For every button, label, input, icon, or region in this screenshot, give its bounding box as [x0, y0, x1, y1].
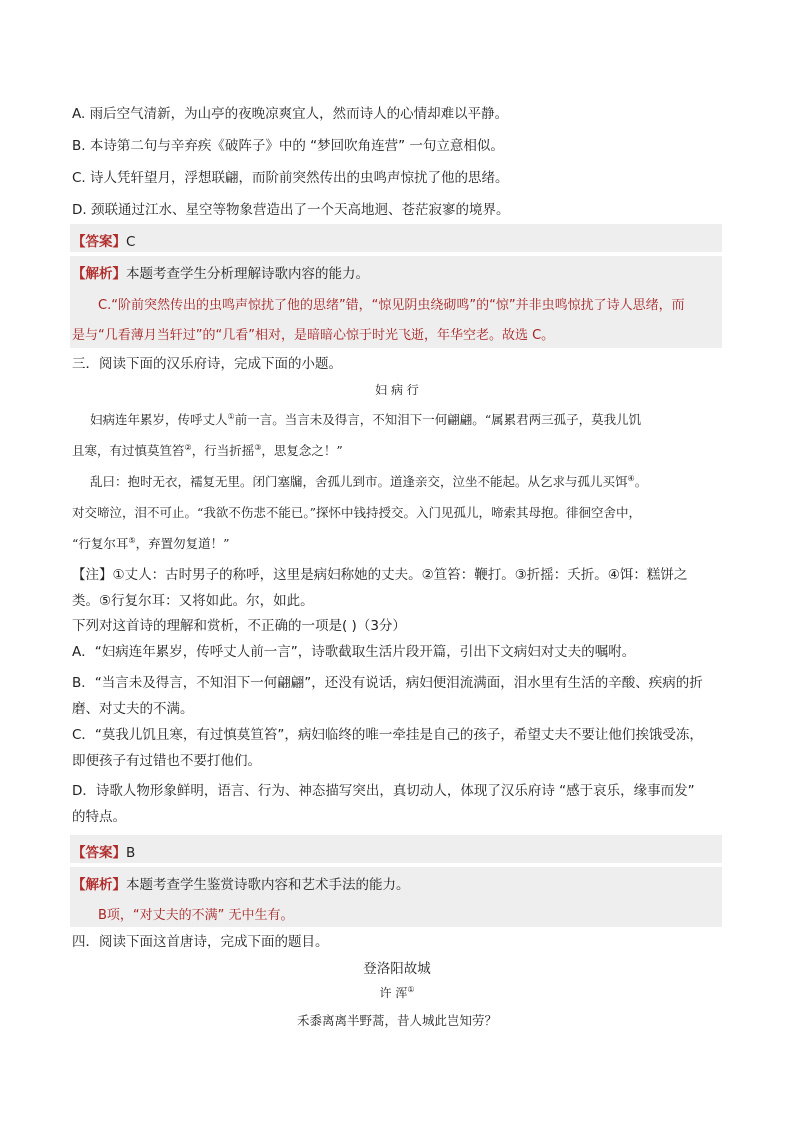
poem-title: 妇 病 行 — [375, 383, 419, 397]
q-option-b-2: 磨、对丈夫的不满。 — [72, 701, 194, 717]
q-option-c-2: 即便孩子有过错也不要打他们。 — [72, 753, 261, 769]
answer-block — [70, 224, 722, 252]
analysis-block — [70, 256, 722, 348]
answer-block-2 — [70, 835, 722, 863]
answer-value-2: B — [126, 845, 136, 861]
analysis-tag: 【解析】 — [72, 266, 126, 282]
poem-line-4: 对交啼泣，泪不可止。“我欲不伤悲不能已。”探怀中钱持授交。入门见孤儿，啼索其母抱。徘徊空舍中， — [72, 505, 642, 520]
poem-line-1: 妇病连年累岁，传呼丈人①前一言。当言未及得言，不知泪下一何翩翩。“属累君两三孤子，莫我儿饥 — [90, 411, 642, 427]
q-option-d-2: 的特点。 — [72, 809, 126, 825]
analysis-text: 本题考查学生分析理解诗歌内容的能力。 — [126, 266, 369, 282]
option-b: B. 本诗第二句与辛弃疾《破阵子》中的 “梦回吹角连营” 一句立意相似。 — [72, 138, 504, 154]
analysis-text-2: 本题考查学生鉴赏诗歌内容和艺术手法的能力。 — [126, 877, 410, 893]
option-d: D. 颈联通过江水、星空等物象营造出了一个天高地迥、苍茫寂寥的境界。 — [72, 202, 510, 218]
section4-heading: 四．阅读下面这首唐诗，完成下面的题目。 — [72, 934, 329, 950]
answer-tag: 【答案】 — [72, 234, 126, 250]
answer-tag-2: 【答案】 — [72, 845, 126, 861]
analysis-block-2 — [70, 867, 722, 927]
answer-value: C — [126, 234, 136, 250]
analysis-detail-2: 是与“几看薄月当轩过”的“几看”相对，是暗暗心惊于时光飞逝，年华空老。故选 C。 — [72, 328, 555, 343]
q-option-c-1: C．“莫我儿饥且寒，有过慎莫笪笞”，病妇临终的唯一牵挂是自己的孩子，希望丈夫不要让他们挨饿受冻， — [72, 727, 703, 743]
q-option-d-1: D．诗歌人物形象鲜明，语言、行为、神态描写突出，真切动人，体现了汉乐府诗 “感于哀乐，缘事而发” — [72, 783, 695, 799]
question: 下列对这首诗的理解和赏析，不正确的一项是( )（3分） — [72, 618, 406, 634]
analysis-tag-2: 【解析】 — [72, 877, 126, 893]
option-a: A. 雨后空气清新，为山亭的夜晚凉爽宜人，然而诗人的心情却难以平静。 — [72, 106, 509, 122]
section3-heading: 三．阅读下面的汉乐府诗，完成下面的小题。 — [72, 356, 342, 372]
poem2-first-line: 禾黍离离半野蒿，昔人城此岂知劳？ — [296, 1013, 497, 1028]
poem-line-5: “行复尔耳⑤，弃置勿复道！” — [72, 535, 230, 551]
poem-line-3: 乱曰：抱时无衣，襦复无里。闭门塞牖，舍孤儿到市。道逢亲交，泣坐不能起。从乞求与孤儿买饵④。 — [90, 473, 648, 489]
q-option-b-1: B．“当言未及得言，不知泪下一何翩翩”，还没有说话，病妇便泪流满面，泪水里有生活的辛酸、疾病的折 — [72, 675, 703, 691]
option-c: C. 诗人凭轩望月，浮想联翩，而阶前突然传出的虫鸣声惊扰了他的思绪。 — [72, 170, 509, 186]
q-option-a: A．“妇病连年累岁，传呼丈人前一言”，诗歌截取生活片段开篇，引出下文病妇对丈夫的嘱咐。 — [72, 644, 636, 660]
note-line-1: 【注】①丈人：古时男子的称呼，这里是病妇称她的丈夫。②笪笞：鞭打。③折摇：夭折。④饵：糕饼之 — [72, 567, 688, 583]
note-line-2: 类。⑤行复尔耳：又将如此。尔，如此。 — [72, 593, 314, 609]
poem-line-2: 且寒，有过慎莫笪笞②，行当折摇③，思复念之！” — [72, 442, 343, 458]
analysis-detail-1: C.“阶前突然传出的虫鸣声惊扰了他的思绪”错，“惊见阴虫绕砌鸣”的“惊”并非虫鸣惊扰了诗人思绪，而 — [98, 298, 685, 313]
poem2-author: 许 浑① — [379, 985, 415, 1000]
analysis-detail-3: B项，“对丈夫的不满” 无中生有。 — [98, 908, 294, 923]
poem2-title: 登洛阳故城 — [363, 961, 431, 977]
